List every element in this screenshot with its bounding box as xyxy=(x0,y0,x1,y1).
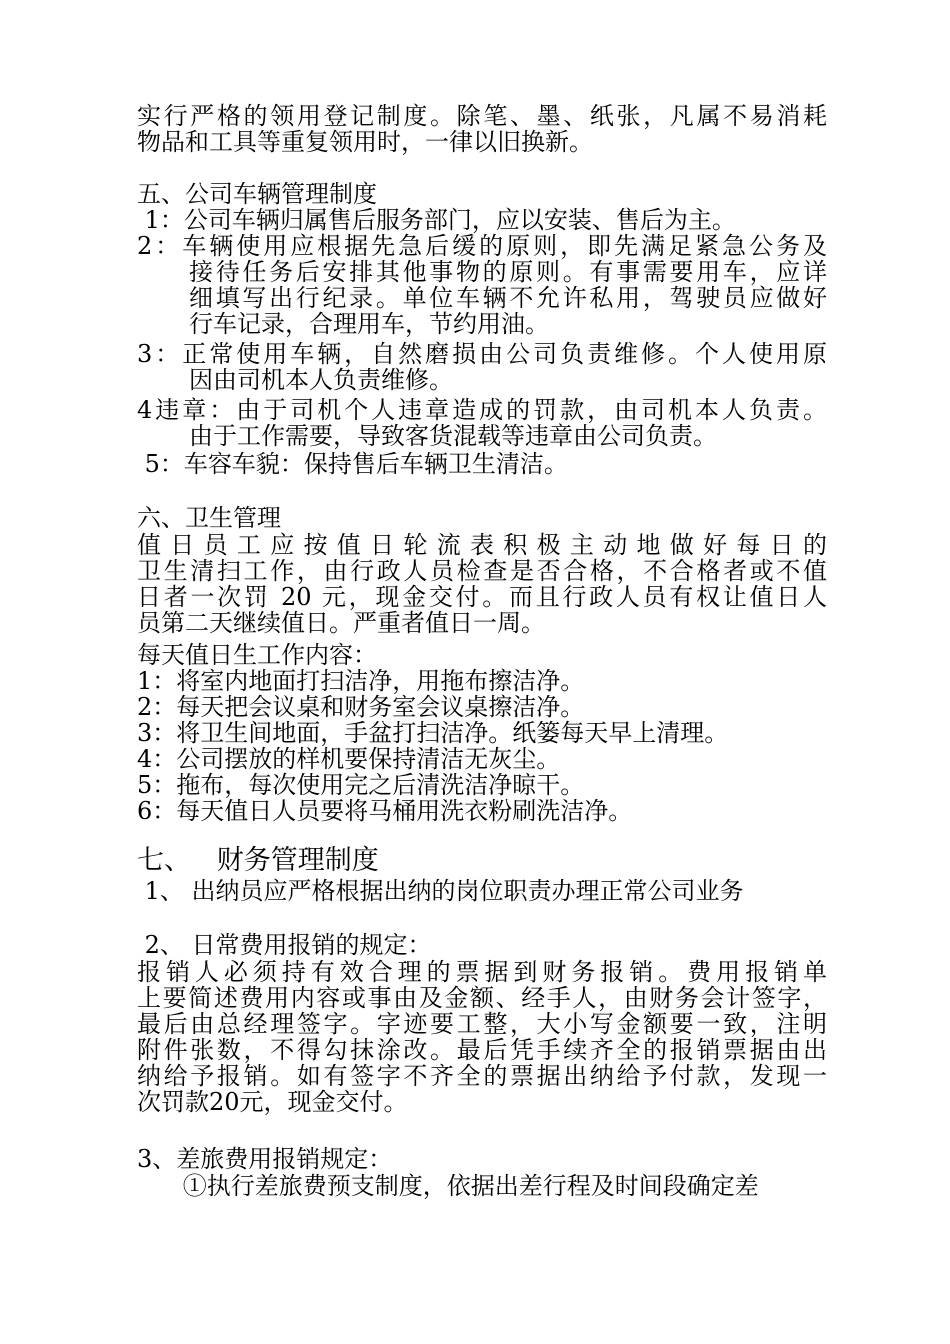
list-item: 4：公司摆放的样机要保持清洁无灰尘。 xyxy=(137,745,561,773)
list-item: 3：正常使用车辆，自然磨损由公司负责维修。个人使用原 xyxy=(137,340,827,368)
paragraph-line: 最后由总经理签字。字迹要工整，大小写金额要一致，注明 xyxy=(137,1010,827,1038)
list-item: 4违章：由于司机个人违章造成的罚款，由司机本人负责。 xyxy=(137,396,827,424)
section-heading: 七、 财务管理制度 xyxy=(137,845,379,876)
list-item-continuation: 由于工作需要，导致客货混载等违章由公司负责。 xyxy=(189,422,717,450)
paragraph-line: 卫生清扫工作，由行政人员检查是否合格，不合格者或不值 xyxy=(137,557,827,585)
list-item-heading: 2、 日常费用报销的规定： xyxy=(137,931,432,959)
paragraph-line: 值日员工应按值日轮流表积极主动地做好每日的 xyxy=(137,531,827,559)
paragraph-line: 上要简述费用内容或事由及金额、经手人，由财务会计签字， xyxy=(137,984,827,1012)
paragraph-line: 员第二天继续值日。严重者值日一周。 xyxy=(137,609,545,637)
list-item-continuation: 接待任务后安排其他事物的原则。有事需要用车，应详 xyxy=(189,258,827,286)
list-item: 6：每天值日人员要将马桶用洗衣粉刷洗洁净。 xyxy=(137,797,633,825)
list-item: 2：每天把会议桌和财务室会议桌擦洁净。 xyxy=(137,693,585,721)
section-heading: 六、卫生管理 xyxy=(137,504,281,532)
list-item: 1：公司车辆归属售后服务部门，应以安装、售后为主。 xyxy=(137,206,736,234)
list-item: 1、 出纳员应严格根据出纳的岗位职责办理正常公司业务 xyxy=(137,877,744,905)
list-item-continuation: 细填写出行纪录。单位车辆不允许私用，驾驶员应做好 xyxy=(189,284,827,312)
list-item: 1：将室内地面打扫洁净，用拖布擦洁净。 xyxy=(137,667,585,695)
section-heading: 五、公司车辆管理制度 xyxy=(137,180,377,208)
list-item: 5：拖布，每次使用完之后清洗洁净晾干。 xyxy=(137,771,585,799)
paragraph-line: 日者一次罚 20 元，现金交付。而且行政人员有权让值日人 xyxy=(137,583,827,611)
paragraph-line: ①执行差旅费预支制度，依据出差行程及时间段确定差 xyxy=(137,1172,759,1200)
sub-heading: 每天值日生工作内容： xyxy=(137,641,377,669)
list-item: 5：车容车貌：保持售后车辆卫生清洁。 xyxy=(137,450,568,478)
list-item: 2：车辆使用应根据先急后缓的原则，即先满足紧急公务及 xyxy=(137,232,827,260)
list-item-heading: 3、差旅费用报销规定： xyxy=(137,1145,393,1173)
paragraph-line: 实行严格的领用登记制度。除笔、墨、纸张，凡属不易消耗 xyxy=(137,102,827,130)
paragraph-line: 报销人必须持有效合理的票据到财务报销。费用报销单 xyxy=(137,958,827,986)
paragraph-line: 附件张数，不得勾抹涂改。最后凭手续齐全的报销票据由出 xyxy=(137,1036,827,1064)
paragraph-line: 次罚款20元，现金交付。 xyxy=(137,1088,408,1116)
list-item-continuation: 因由司机本人负责维修。 xyxy=(189,366,453,394)
list-item-continuation: 行车记录，合理用车，节约用油。 xyxy=(189,310,549,338)
paragraph-line: 纳给予报销。如有签字不齐全的票据出纳给予付款，发现一 xyxy=(137,1062,827,1090)
paragraph-line: 物品和工具等重复领用时，一律以旧换新。 xyxy=(137,128,593,156)
list-item: 3：将卫生间地面，手盆打扫洁净。纸篓每天早上清理。 xyxy=(137,719,729,747)
